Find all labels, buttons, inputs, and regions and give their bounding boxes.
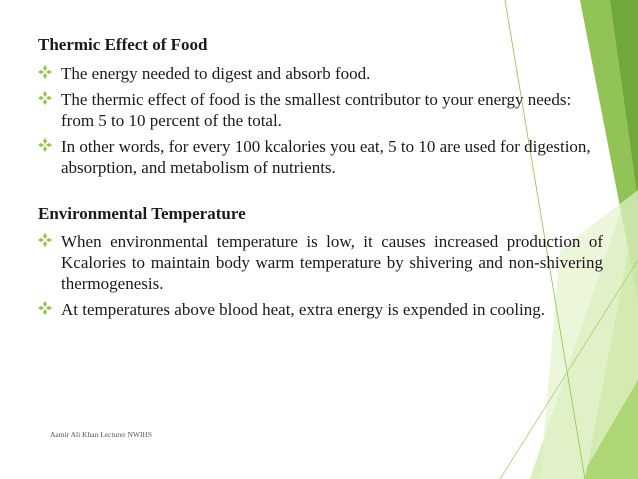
- bullet-item: [38, 89, 603, 131]
- section-heading: Environmental Temperature: [38, 204, 246, 223]
- diamond-bullet-icon: [38, 301, 52, 315]
- diamond-bullet-icon: [38, 138, 52, 152]
- bullet-item: [38, 63, 603, 84]
- bullet-text: At temperatures above blood heat, extra energy is expended in cooling.: [61, 300, 546, 319]
- bullet-item: [38, 299, 603, 320]
- section-heading: Thermic Effect of Food: [38, 35, 208, 54]
- bullet-item: [38, 136, 603, 178]
- section-environmental-temperature: [38, 204, 603, 320]
- bullet-item: [38, 231, 603, 294]
- bullet-list: [38, 63, 603, 178]
- section-thermic-effect: [38, 35, 603, 178]
- bullet-text: The energy needed to digest and absorb food.: [61, 64, 371, 83]
- bullet-list: [38, 231, 603, 320]
- slide-content: [38, 35, 603, 325]
- diamond-bullet-icon: [38, 91, 52, 105]
- diamond-bullet-icon: [38, 233, 52, 247]
- footer-author: Aamir Ali Khan Lecturer NWIHS: [50, 430, 153, 439]
- bullet-text: The thermic effect of food is the smallest contributor to your energy needs: from 5 to 10 percent of the total.: [61, 90, 572, 130]
- diamond-bullet-icon: [38, 65, 52, 79]
- bullet-text: When environmental temperature is low, it causes increased production of Kcalories to maintain body warm temperature by shivering and non-shivering thermogenesis.: [61, 232, 603, 293]
- bullet-text: In other words, for every 100 kcalories you eat, 5 to 10 are used for digestion, absorption, and metabolism of nutrients.: [61, 137, 591, 177]
